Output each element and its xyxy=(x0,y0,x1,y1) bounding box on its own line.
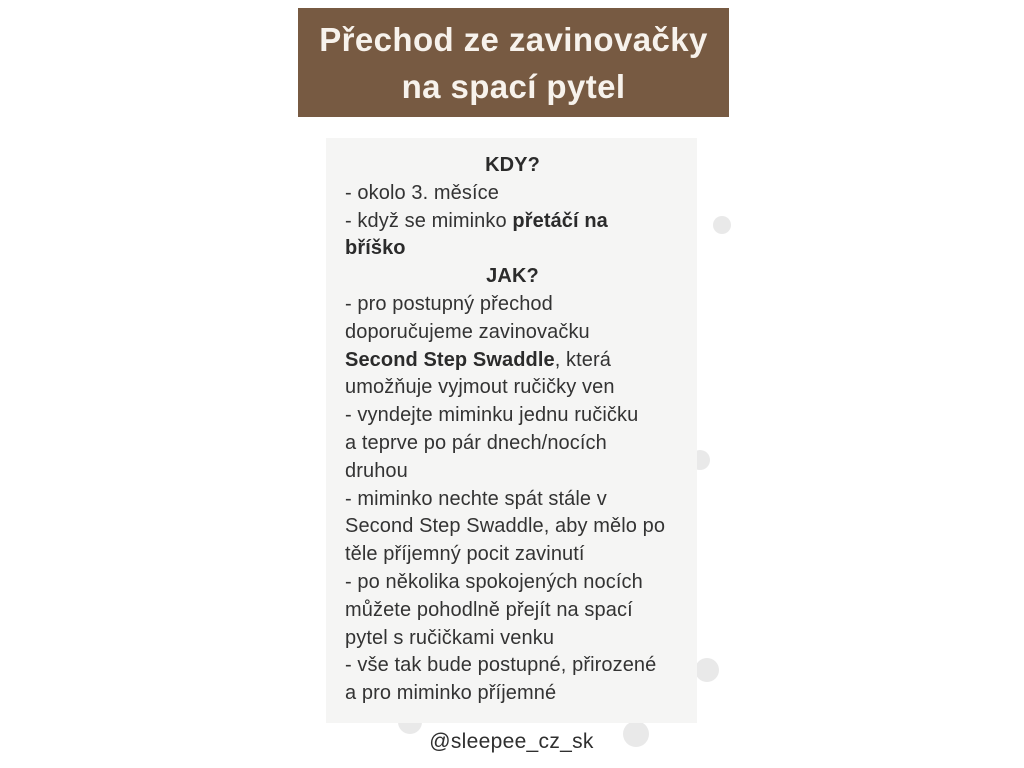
page-title-line1: Přechod ze zavinovačky xyxy=(319,21,708,58)
content-line: Second Step Swaddle, aby mělo po xyxy=(345,515,666,538)
content-line: můžete pohodlně přejít na spací xyxy=(345,598,633,621)
page-title xyxy=(298,8,729,117)
instagram-handle: @sleepee_cz_sk xyxy=(429,730,594,753)
page-title-line2: na spací pytel xyxy=(401,68,626,105)
content-line: těle příjemný pocit zavinutí xyxy=(345,543,585,566)
content-line: - miminko nechte spát stále v xyxy=(345,487,607,510)
content-line: KDY? xyxy=(485,154,540,176)
content-line: umožňuje vyjmout ručičky ven xyxy=(345,376,615,399)
background-dot xyxy=(713,216,731,234)
content-line: a teprve po pár dnech/nocích xyxy=(345,431,607,454)
background-dot xyxy=(695,658,719,682)
content-line: - po několika spokojených nocích xyxy=(345,570,643,593)
content-line: doporučujeme zavinovačku xyxy=(345,320,590,343)
content-line: druhou xyxy=(345,459,408,482)
content-line: - když se miminko přetáčí na xyxy=(345,209,608,232)
content-line: pytel s ručičkami venku xyxy=(345,626,555,649)
content-line: Second Step Swaddle, která xyxy=(345,348,612,371)
content-line: - vyndejte miminku jednu ručičku xyxy=(345,404,639,427)
content-line: bříško xyxy=(345,237,406,260)
content-line: - pro postupný přechod xyxy=(345,292,553,315)
content-line: - vše tak bude postupné, přirozené xyxy=(345,654,657,677)
content-card xyxy=(326,138,697,723)
content-line: JAK? xyxy=(486,265,539,288)
content-line: - okolo 3. měsíce xyxy=(345,181,499,204)
content-line: a pro miminko příjemné xyxy=(345,682,557,705)
